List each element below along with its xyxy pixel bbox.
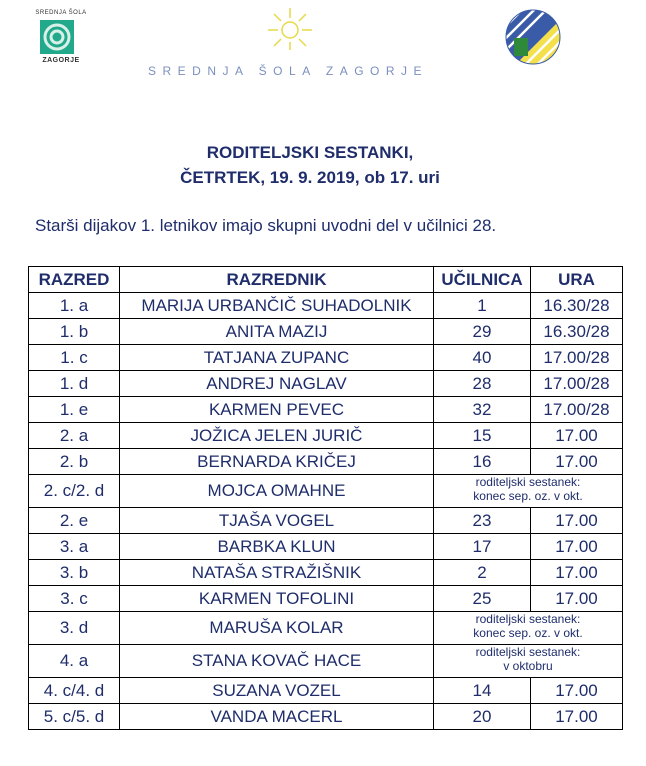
note-line-1: roditeljski sestanek: (475, 475, 581, 489)
cell-note (434, 612, 623, 645)
cell-ura: 16.30/28 (531, 293, 623, 319)
cell-ura: 17.00 (531, 560, 623, 586)
cell-ura: 17.00/28 (531, 397, 623, 423)
table-row (29, 371, 623, 397)
cell-razrednik: SUZANA VOZEL (120, 678, 434, 704)
cell-razred: 2. a (29, 423, 120, 449)
cell-ura: 17.00 (531, 586, 623, 612)
cell-ura: 17.00 (531, 678, 623, 704)
table-row (29, 560, 623, 586)
cell-ura: 17.00 (531, 423, 623, 449)
title-line-2: ČETRTEK, 19. 9. 2019, ob 17. uri (180, 168, 440, 187)
table-row (29, 612, 623, 645)
cell-ura: 17.00 (531, 704, 623, 730)
cell-ura: 17.00 (531, 508, 623, 534)
cell-ucilnica: 14 (434, 678, 531, 704)
table-row (29, 475, 623, 508)
cell-razrednik: MARIJA URBANČIČ SUHADOLNIK (120, 293, 434, 319)
circle-logo (504, 8, 562, 66)
cell-razrednik: BARBKA KLUN (120, 534, 434, 560)
note-line-2: konec sep. oz. v okt. (473, 626, 583, 640)
cell-razrednik: STANA KOVAČ HACE (120, 645, 434, 678)
cell-razred: 1. d (29, 371, 120, 397)
cell-ucilnica: 1 (434, 293, 531, 319)
school-logo (28, 10, 94, 66)
cell-razred: 2. e (29, 508, 120, 534)
table-row (29, 449, 623, 475)
cell-ura: 17.00 (531, 534, 623, 560)
cell-razrednik: JOŽICA JELEN JURIČ (120, 423, 434, 449)
cell-razrednik: MOJCA OMAHNE (120, 475, 434, 508)
cell-ucilnica: 2 (434, 560, 531, 586)
cell-razred: 4. a (29, 645, 120, 678)
cell-razrednik: KARMEN PEVEC (120, 397, 434, 423)
cell-ucilnica: 25 (434, 586, 531, 612)
cell-ucilnica: 16 (434, 449, 531, 475)
col-header-ura: URA (531, 267, 623, 293)
cell-ucilnica: 32 (434, 397, 531, 423)
cell-razrednik: VANDA MACERL (120, 704, 434, 730)
cell-razrednik: TATJANA ZUPANC (120, 345, 434, 371)
note-line-2: v oktobru (503, 659, 553, 673)
table-row (29, 586, 623, 612)
col-header-ucilnica: UČILNICA (434, 267, 531, 293)
table-row (29, 319, 623, 345)
cell-razred: 2. b (29, 449, 120, 475)
school-logo-label: SREDNJA ŠOLA (35, 10, 87, 16)
table-row (29, 345, 623, 371)
cell-ucilnica: 15 (434, 423, 531, 449)
cell-ura: 17.00 (531, 449, 623, 475)
title-line-1: RODITELJSKI SESTANKI, (206, 143, 414, 162)
col-header-razred: RAZRED (29, 267, 120, 293)
table-row (29, 423, 623, 449)
table-row (29, 293, 623, 319)
cell-ucilnica: 20 (434, 704, 531, 730)
cell-razred: 3. a (29, 534, 120, 560)
cell-note (434, 645, 623, 678)
cell-razred: 3. b (29, 560, 120, 586)
cell-razrednik: BERNARDA KRIČEJ (120, 449, 434, 475)
cell-razrednik: KARMEN TOFOLINI (120, 586, 434, 612)
cell-razrednik: MARUŠA KOLAR (120, 612, 434, 645)
cell-ura: 17.00/28 (531, 345, 623, 371)
note-line-1: roditeljski sestanek: (475, 645, 581, 659)
table-row (29, 397, 623, 423)
cell-razrednik: ANDREJ NAGLAV (120, 371, 434, 397)
cell-razrednik: TJAŠA VOGEL (120, 508, 434, 534)
table-row (29, 678, 623, 704)
cell-razrednik: ANITA MAZIJ (120, 319, 434, 345)
intro-text: Starši dijakov 1. letnikov imajo skupni uvodni del v učilnici 28. (35, 216, 497, 235)
cell-ucilnica: 40 (434, 345, 531, 371)
page-title (0, 140, 620, 190)
table-row (29, 704, 623, 730)
cell-note (434, 475, 623, 508)
healthy-school-sun-logo (262, 6, 318, 64)
cell-razred: 4. c/4. d (29, 678, 120, 704)
cell-razred: 1. b (29, 319, 120, 345)
cell-razred: 5. c/5. d (29, 704, 120, 730)
cell-ura: 16.30/28 (531, 319, 623, 345)
cell-razred: 1. e (29, 397, 120, 423)
table-row (29, 508, 623, 534)
cell-ucilnica: 23 (434, 508, 531, 534)
table-row (29, 645, 623, 678)
school-name: SREDNJA ŠOLA ZAGORJE (148, 64, 429, 78)
cell-razrednik: NATAŠA STRAŽIŠNIK (120, 560, 434, 586)
table-row (29, 534, 623, 560)
cell-razred: 3. c (29, 586, 120, 612)
cell-razred: 2. c/2. d (29, 475, 120, 508)
table-header-row (29, 267, 623, 293)
school-logo-town: ZAGORJE (42, 57, 80, 64)
cell-ucilnica: 28 (434, 371, 531, 397)
note-line-1: roditeljski sestanek: (475, 612, 581, 626)
note-line-2: konec sep. oz. v okt. (473, 489, 583, 503)
cell-ura: 17.00/28 (531, 371, 623, 397)
cell-ucilnica: 17 (434, 534, 531, 560)
cell-razred: 1. c (29, 345, 120, 371)
school-logo-mark (40, 20, 74, 54)
cell-ucilnica: 29 (434, 319, 531, 345)
cell-razred: 1. a (29, 293, 120, 319)
meetings-table (28, 266, 623, 730)
cell-razred: 3. d (29, 612, 120, 645)
col-header-razrednik: RAZREDNIK (120, 267, 434, 293)
